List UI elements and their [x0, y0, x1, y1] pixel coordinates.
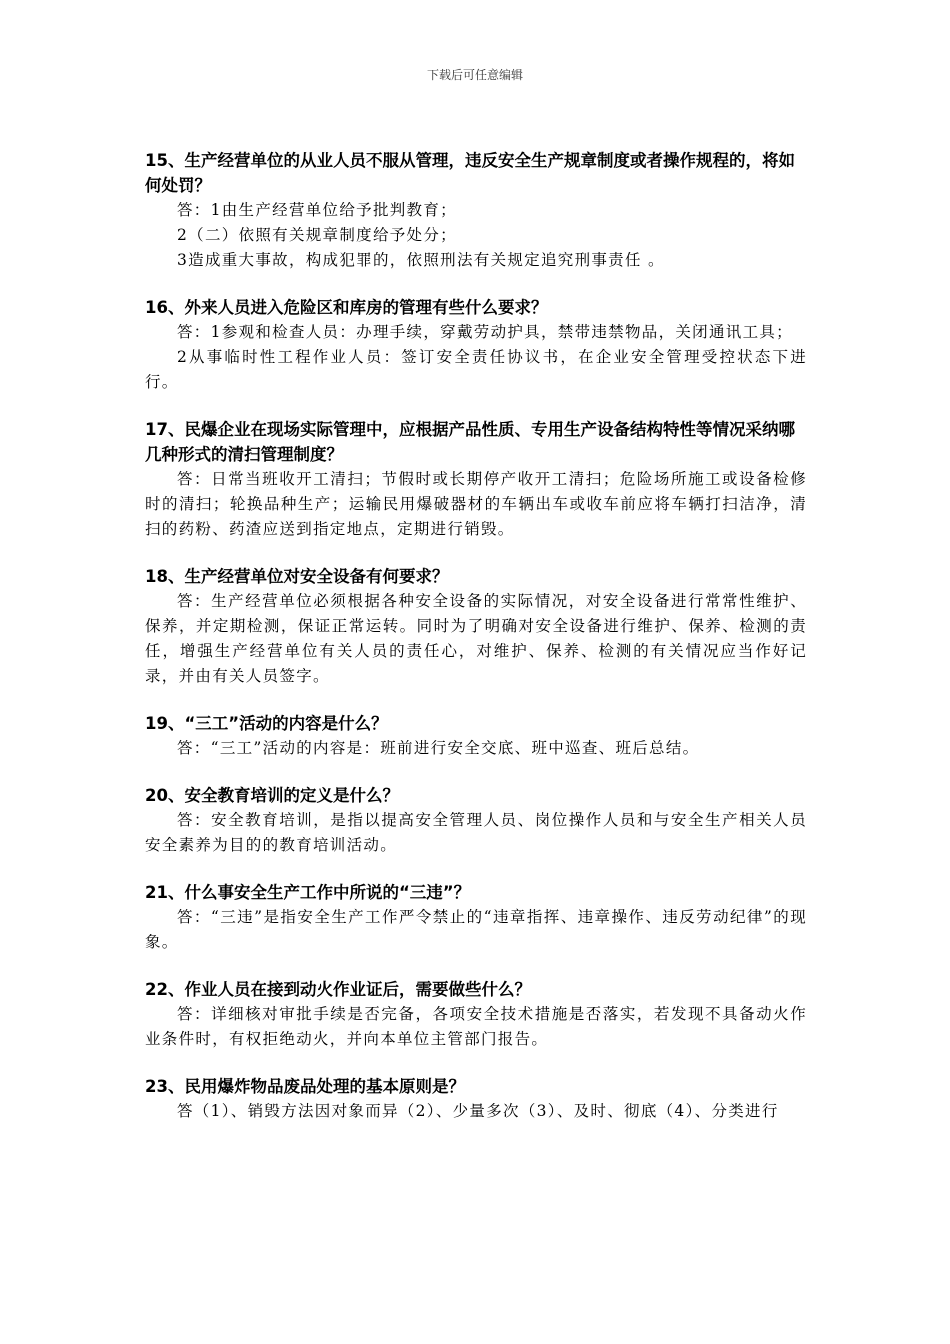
qa-item-18: [145, 564, 807, 689]
question-15: 15、生产经营单位的从业人员不服从管理，违反安全生产规章制度或者操作规程的，将如何处罚？: [145, 151, 795, 195]
qa-item-19: [145, 711, 807, 761]
qa-item-17: [145, 417, 807, 542]
question-21: 21、什么事安全生产工作中所说的“三违”？: [145, 883, 471, 902]
question-19: 19、“三工”活动的内容是什么？: [145, 714, 388, 733]
answer-15-line-2: 2（二）依照有关规章制度给予处分；: [177, 226, 457, 244]
question-23: 23、民用爆炸物品废品处理的基本原则是？: [145, 1077, 465, 1096]
answer-18: 答：生产经营单位必须根据各种安全设备的实际情况，对安全设备进行常常性维护、保养，并定期检测，保证正常运转。同时为了明确对安全设备进行维护、保养、检测的责任，增强生产经营单位有关人员的责任心，对维护、保养、检测的有关情况应当作好记录，并由有关人员签字。: [145, 592, 807, 685]
answer-15-line-3: 3造成重大事故，构成犯罪的，依照刑法有关规定追究刑事责任 。: [177, 251, 665, 269]
answer-21: 答：“三违”是指安全生产工作严令禁止的“违章指挥、违章操作、违反劳动纪律”的现象。: [145, 908, 807, 951]
qa-item-16: [145, 295, 807, 395]
question-20: 20、安全教育培训的定义是什么？: [145, 786, 399, 805]
question-18: 18、生产经营单位对安全设备有何要求？: [145, 567, 449, 586]
qa-item-22: [145, 977, 807, 1052]
answer-17: 答：日常当班收开工清扫；节假时或长期停产收开工清扫；危险场所施工或设备检修时的清扫；轮换品种生产；运输民用爆破器材的车辆出车或收车前应将车辆打扫洁净，清扫的药粉、药渣应送到指定地点，定期进行销毁。: [145, 470, 807, 538]
qa-item-15: [145, 148, 807, 273]
answer-15-line-1: 答：1由生产经营单位给予批判教育；: [177, 201, 457, 219]
qa-item-20: [145, 783, 807, 858]
answer-16-line-1: 答：1参观和检查人员：办理手续，穿戴劳动护具，禁带违禁物品，关闭通讯工具；: [177, 323, 793, 341]
answer-22: 答：详细核对审批手续是否完备，各项安全技术措施是否落实，若发现不具备动火作业条件时，有权拒绝动火，并向本单位主管部门报告。: [145, 1005, 807, 1048]
answer-16-line-2: 2从事临时性工程作业人员：签订安全责任协议书，在企业安全管理受控状态下进行。: [145, 348, 807, 391]
answer-20: 答：安全教育培训，是指以提高安全管理人员、岗位操作人员和与安全生产相关人员安全素养为目的的教育培训活动。: [145, 811, 807, 854]
page-header: 下载后可任意编辑: [426, 68, 523, 82]
question-16: 16、外来人员进入危险区和库房的管理有些什么要求？: [145, 298, 548, 317]
answer-23: 答（1）、销毁方法因对象而异（2）、少量多次（3）、及时、彻底（4）、分类进行: [177, 1102, 779, 1120]
answer-19: 答：“三工”活动的内容是：班前进行安全交底、班中巡查、班后总结。: [177, 739, 700, 757]
question-17: 17、民爆企业在现场实际管理中，应根据产品性质、专用生产设备结构特性等情况采纳哪几种形式的清扫管理制度？: [145, 420, 795, 464]
qa-item-21: [145, 880, 807, 955]
qa-list: [145, 148, 807, 1146]
question-22: 22、作业人员在接到动火作业证后，需要做些什么？: [145, 980, 531, 999]
qa-item-23: [145, 1074, 807, 1124]
